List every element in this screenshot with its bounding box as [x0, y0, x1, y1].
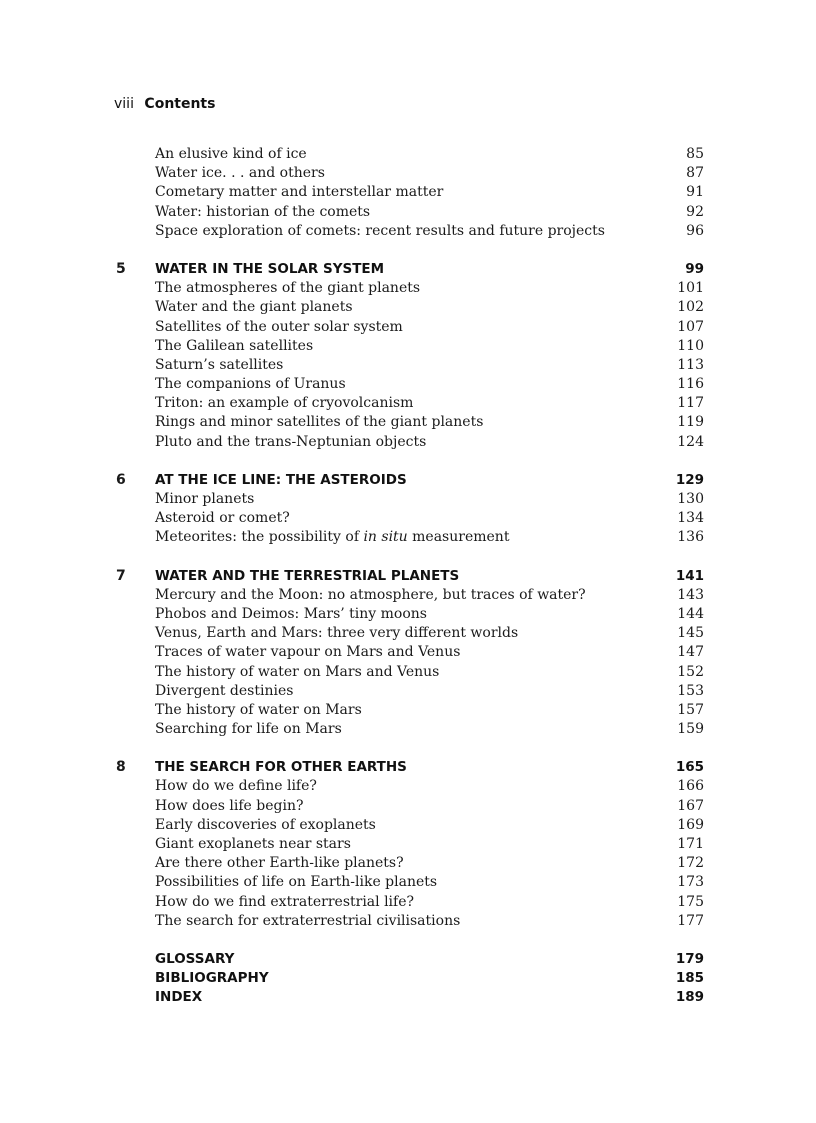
toc-entry-title: Water ice. . . and others [155, 165, 325, 182]
toc-entry[interactable] [0, 298, 816, 317]
toc-entry-title-start: Meteorites: the possibility of [155, 529, 364, 546]
toc-entry[interactable] [0, 912, 816, 931]
toc-entry-page: 116 [677, 376, 704, 393]
toc-entry-title: Water and the giant planets [155, 299, 353, 316]
toc-entry-page: 145 [677, 625, 704, 642]
toc-chapter-5 [0, 260, 816, 452]
toc-entry-page: 177 [677, 912, 704, 929]
toc-entry-page: 101 [677, 280, 704, 297]
toc-entry-page: 172 [677, 855, 704, 872]
toc-entry[interactable] [0, 528, 816, 547]
toc-entry[interactable] [0, 854, 816, 873]
chapter-heading[interactable] [0, 471, 816, 490]
toc-entry-title: Possibilities of life on Earth-like planets [155, 874, 438, 891]
toc-entry-page: 96 [686, 222, 704, 239]
back-matter-title: INDEX [155, 989, 203, 1006]
toc-entry-page: 130 [677, 491, 704, 507]
toc-entry-title: An elusive kind of ice [155, 146, 307, 162]
toc-entry-page: 167 [677, 797, 704, 814]
back-matter-page: 185 [675, 970, 704, 987]
running-head [114, 96, 215, 116]
toc-entry-page: 117 [677, 395, 704, 412]
toc-entry-page: 147 [677, 644, 704, 661]
toc-entry-title: Pluto and the trans-Neptunian objects [155, 433, 427, 450]
toc-entry-title: Divergent destinies [155, 682, 294, 699]
toc-entry[interactable] [0, 183, 816, 202]
toc-entry-page: 91 [686, 184, 704, 201]
toc-entry-page: 152 [677, 663, 704, 680]
toc-entry-title-italic: in situ [363, 529, 408, 546]
toc-entry[interactable] [0, 586, 816, 605]
toc-entry-page: 124 [677, 433, 704, 450]
chapter-title: WATER AND THE TERRESTRIAL PLANETS [155, 567, 460, 584]
chapter-title: WATER IN THE SOLAR SYSTEM [155, 260, 385, 277]
toc-chapter-6 [0, 471, 816, 548]
chapter-number: 8 [116, 759, 126, 776]
toc-entry-title: The Galilean satellites [155, 337, 314, 354]
toc-chapter-7 [0, 567, 816, 740]
toc-entry-page: 153 [677, 682, 704, 699]
back-matter-title: BIBLIOGRAPHY [155, 970, 269, 987]
toc-entry[interactable] [0, 777, 816, 796]
toc-entry-title: The atmospheres of the giant planets [155, 280, 421, 297]
chapter-page: 99 [685, 260, 704, 277]
toc-entry-title: Early discoveries of exoplanets [155, 816, 376, 833]
toc-entry-page: 119 [677, 414, 704, 431]
chapter-heading[interactable] [0, 758, 816, 777]
toc-entry-page: 169 [677, 816, 704, 833]
toc-entry-page: 113 [677, 356, 704, 373]
toc-entry[interactable] [0, 720, 816, 739]
toc-entry-title: The history of water on Mars and Venus [155, 663, 440, 680]
chapter-number: 5 [116, 260, 126, 277]
back-matter-glossary[interactable] [0, 950, 816, 969]
toc-entry-title: Space exploration of comets: recent results and future projects [155, 222, 605, 239]
page-folio: viii [114, 96, 134, 112]
toc-group [0, 145, 816, 241]
toc-entry[interactable] [0, 835, 816, 854]
back-matter-title: GLOSSARY [155, 950, 235, 967]
toc-entry-page: 134 [677, 510, 704, 527]
toc-entry[interactable] [0, 509, 816, 528]
chapter-page: 165 [675, 759, 704, 776]
toc-entry[interactable] [0, 605, 816, 624]
toc-entry-page: 144 [677, 605, 704, 622]
toc-entry-title-end: measurement [407, 529, 510, 546]
toc-entry-page: 136 [677, 529, 704, 546]
toc-entry-page: 166 [677, 778, 704, 795]
toc-entry[interactable] [0, 816, 816, 835]
toc-entry[interactable] [0, 394, 816, 413]
toc-entry-page: 92 [686, 203, 704, 220]
toc-entry-page: 159 [677, 721, 704, 738]
back-matter-index[interactable] [0, 988, 816, 1007]
toc-entry-title: Mercury and the Moon: no atmosphere, but traces of water? [155, 586, 586, 603]
toc-chapter-8 [0, 758, 816, 931]
toc-entry-title: How do we find extraterrestrial life? [155, 893, 415, 910]
toc-entry-page: 157 [677, 701, 704, 718]
chapter-title: THE SEARCH FOR OTHER EARTHS [155, 759, 407, 776]
chapter-heading[interactable] [0, 567, 816, 586]
toc-entry-title: Minor planets [155, 491, 255, 507]
toc-entry[interactable] [0, 318, 816, 337]
chapter-page: 141 [675, 567, 704, 584]
toc-entry-title: Giant exoplanets near stars [155, 836, 351, 852]
toc-entry[interactable] [0, 203, 816, 222]
toc-entry[interactable] [0, 222, 816, 241]
table-of-contents [0, 145, 816, 1027]
toc-back-matter [0, 950, 816, 1008]
toc-entry-title: Venus, Earth and Mars: three very different worlds [155, 625, 519, 642]
toc-entry-title: Phobos and Deimos: Mars’ tiny moons [155, 605, 427, 622]
toc-entry-title: The companions of Uranus [155, 376, 346, 393]
toc-entry[interactable] [0, 643, 816, 662]
toc-entry-title [155, 528, 655, 547]
toc-entry-title: How do we define life? [155, 778, 317, 795]
chapter-number: 6 [116, 471, 126, 488]
toc-entry-page: 173 [677, 874, 704, 891]
toc-entry[interactable] [0, 145, 816, 164]
toc-entry[interactable] [0, 433, 816, 452]
toc-entry-title: Are there other Earth-like planets? [155, 855, 404, 872]
toc-entry[interactable] [0, 413, 816, 432]
toc-entry-page: 171 [677, 836, 704, 852]
toc-entry[interactable] [0, 490, 816, 509]
toc-entry[interactable] [0, 164, 816, 183]
toc-entry-title: Rings and minor satellites of the giant planets [155, 414, 484, 431]
toc-entry-title: Traces of water vapour on Mars and Venus [155, 644, 461, 661]
back-matter-page: 189 [675, 989, 704, 1006]
toc-entry-title: Searching for life on Mars [155, 721, 342, 738]
toc-entry-title: How does life begin? [155, 797, 304, 814]
back-matter-bibliography[interactable] [0, 969, 816, 988]
toc-entry[interactable] [0, 624, 816, 643]
toc-entry-title: Asteroid or comet? [155, 510, 290, 527]
back-matter-page: 179 [675, 950, 704, 967]
chapter-page: 129 [675, 471, 704, 488]
toc-entry-title: Triton: an example of cryovolcanism [155, 395, 414, 412]
toc-entry-title: The search for extraterrestrial civilisations [155, 912, 461, 929]
toc-entry-page: 107 [677, 318, 704, 335]
toc-entry-page: 175 [677, 893, 704, 910]
toc-entry-title: Satellites of the outer solar system [155, 318, 403, 335]
toc-entry-page: 85 [686, 146, 704, 162]
toc-entry-page: 143 [677, 586, 704, 603]
toc-entry[interactable] [0, 893, 816, 912]
toc-entry[interactable] [0, 663, 816, 682]
toc-entry[interactable] [0, 682, 816, 701]
toc-entry[interactable] [0, 873, 816, 892]
running-title: Contents [144, 96, 216, 112]
toc-entry-title: Cometary matter and interstellar matter [155, 184, 444, 201]
toc-entry[interactable] [0, 375, 816, 394]
toc-entry-title: Water: historian of the comets [155, 203, 371, 220]
toc-entry[interactable] [0, 356, 816, 375]
chapter-number: 7 [116, 567, 126, 584]
toc-entry[interactable] [0, 279, 816, 298]
chapter-title: AT THE ICE LINE: THE ASTEROIDS [155, 471, 407, 488]
toc-entry[interactable] [0, 337, 816, 356]
toc-entry-page: 110 [677, 337, 704, 354]
toc-entry-page: 102 [677, 299, 704, 316]
toc-entry[interactable] [0, 701, 816, 720]
toc-entry-title: Saturn’s satellites [155, 356, 284, 373]
toc-entry-page: 87 [686, 165, 704, 182]
chapter-heading[interactable] [0, 260, 816, 279]
toc-entry-title: The history of water on Mars [155, 701, 362, 718]
toc-entry[interactable] [0, 797, 816, 816]
